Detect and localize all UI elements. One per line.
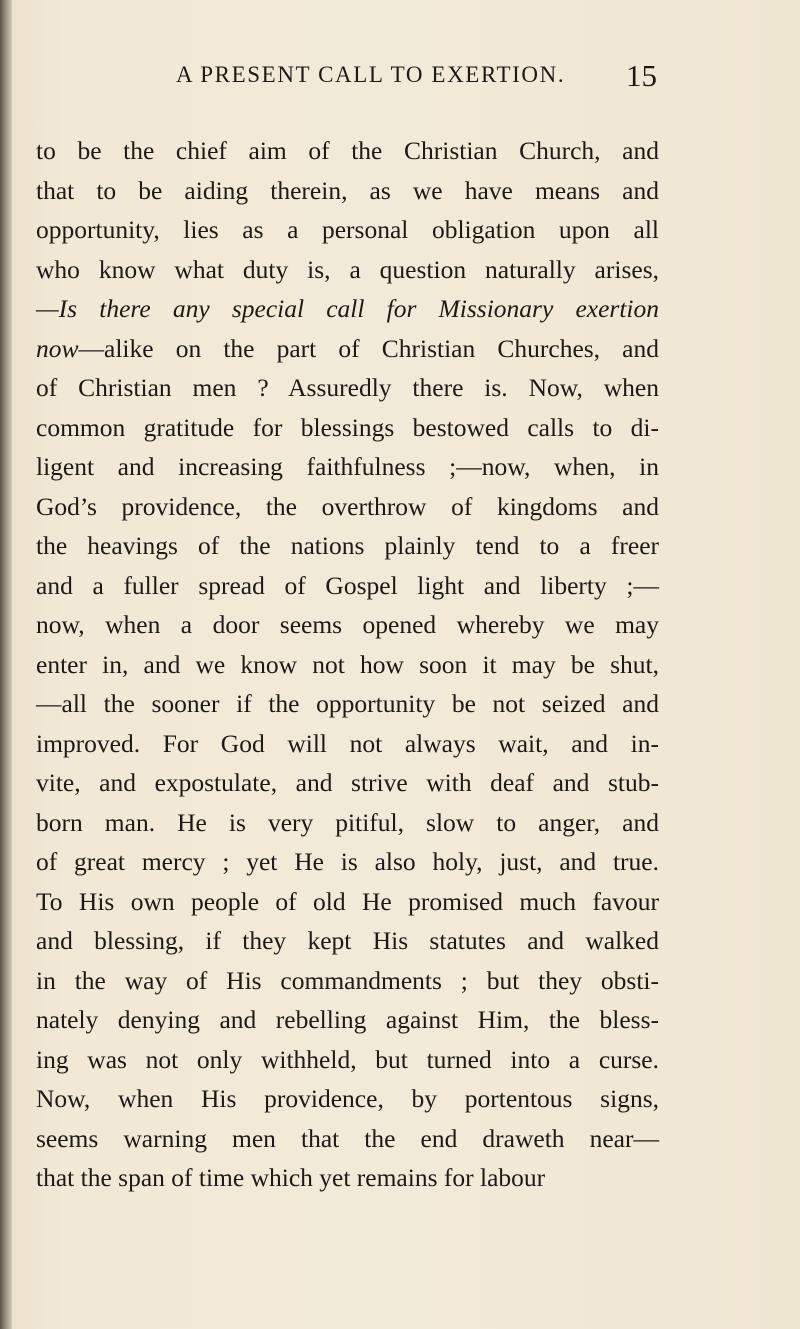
text-line: —all the sooner if the opportunity be not seized and (36, 689, 659, 718)
page-number: 15 (626, 58, 657, 93)
text-line: now, when a door seems opened whereby we may (36, 610, 659, 639)
page-header (0, 58, 800, 98)
text-line: of great mercy ; yet He is also holy, just, and true. (36, 847, 659, 876)
text-line: To His own people of old He promised much favour (36, 886, 659, 916)
text-line: Now, when His providence, by portentous signs, (36, 1084, 659, 1113)
text-line: and a fuller spread of Gospel light and liberty ;— (36, 570, 659, 600)
text-line: opportunity, lies as a personal obligation upon all (36, 215, 659, 244)
text-line: God’s providence, the overthrow of kingdoms and (36, 491, 659, 521)
text-line: the heavings of the nations plainly tend to a freer (36, 531, 659, 560)
text-line: now—alike on the part of Christian Churches, and (36, 333, 659, 363)
text-line: in the way of His commandments ; but they obsti- (36, 965, 659, 995)
binding-gutter (0, 0, 12, 1329)
text-line: seems warning men that the end draweth near— (36, 1123, 659, 1153)
text-line: nately denying and rebelling against Him, the bless- (36, 1005, 659, 1034)
text-line: ing was not only withheld, but turned into a curse. (36, 1044, 659, 1074)
text-line: to be the chief aim of the Christian Church, and (36, 136, 659, 165)
text-line: that to be aiding therein, as we have means and (36, 175, 659, 205)
text-line: enter in, and we know not how soon it may be shut, (36, 649, 659, 679)
italic-question: —Is there any special call for Missionary exertion (36, 294, 659, 323)
text-line: vite, and expostulate, and strive with deaf and stub- (36, 768, 659, 797)
text-line: of Christian men ? Assuredly there is. Now, when (36, 373, 659, 402)
running-title: A PRESENT CALL TO EXERTION. (176, 62, 566, 87)
text-line: born man. He is very pitiful, slow to anger, and (36, 807, 659, 837)
text-line: that the span of time which yet remains for labour (36, 1163, 546, 1192)
text-line: common gratitude for blessings bestowed calls to di- (36, 412, 659, 442)
text-line (36, 289, 659, 329)
text-line: improved. For God will not always wait, and in- (36, 728, 659, 758)
body-text (36, 131, 659, 1198)
text-line: and blessing, if they kept His statutes and walked (36, 926, 659, 955)
italic-emphasis: now (36, 333, 79, 363)
text-line: who know what duty is, a question naturally arises, (36, 254, 659, 284)
text-line: ligent and increasing faithfulness ;—now, when, in (36, 452, 659, 481)
